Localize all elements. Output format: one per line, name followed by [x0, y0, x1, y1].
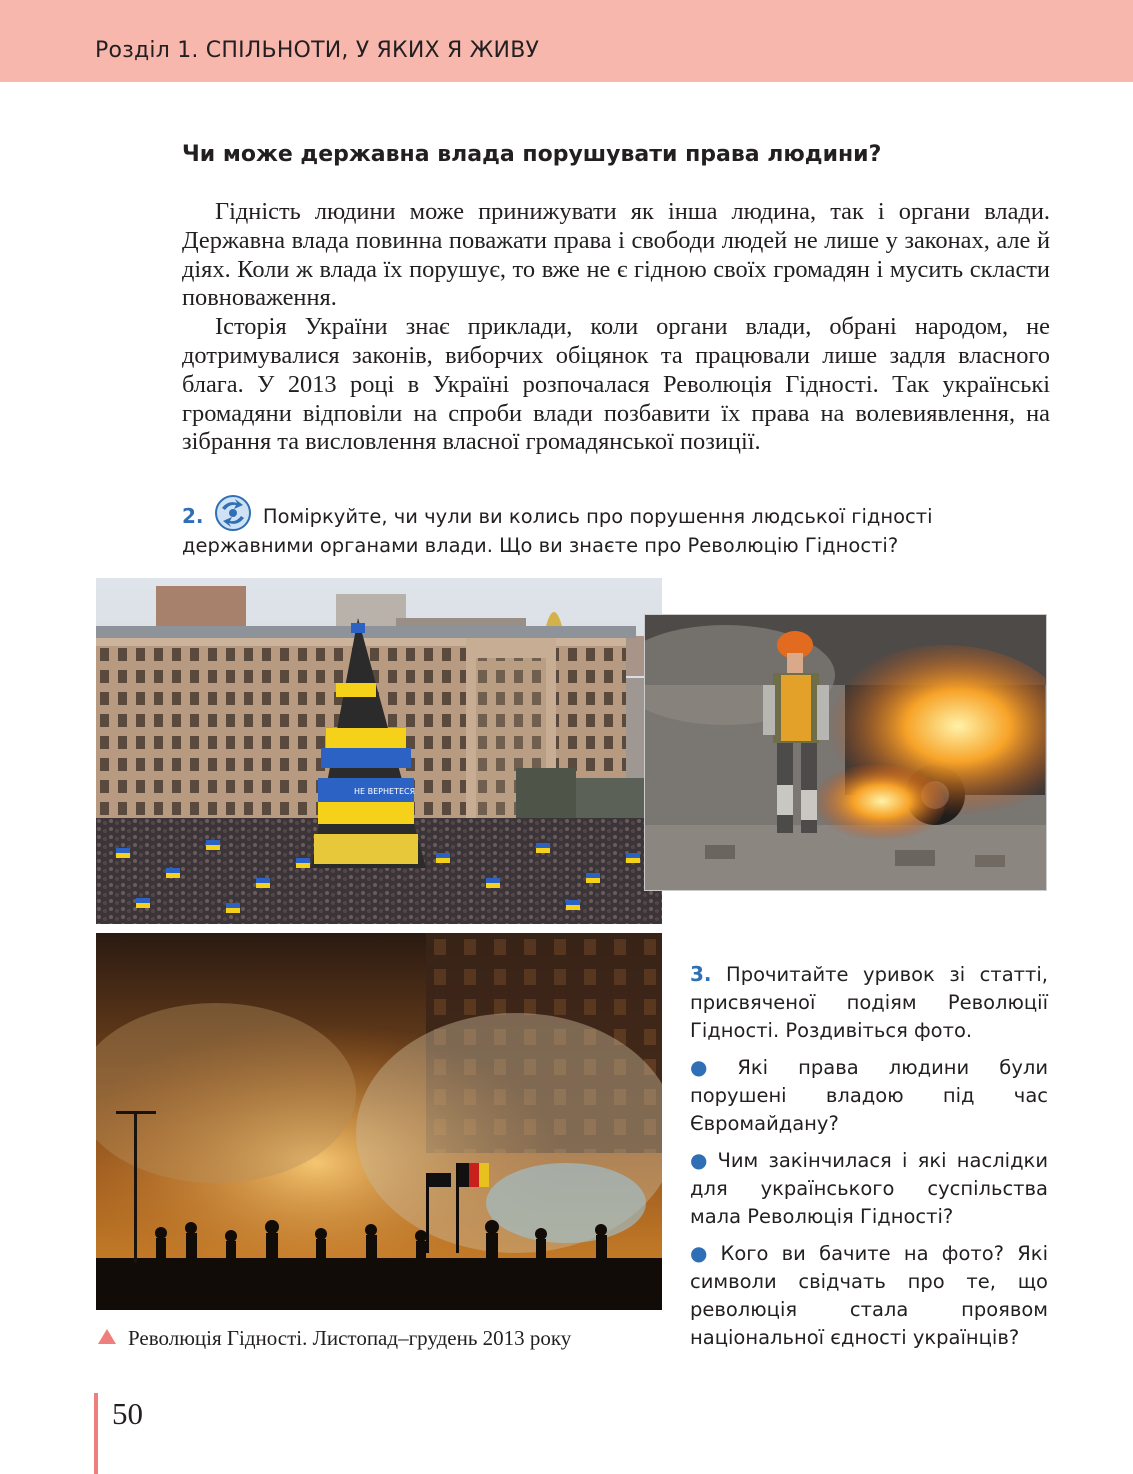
- task-3-intro: [690, 960, 1048, 1045]
- night-protest-photo: [96, 933, 662, 1310]
- page-number: 50: [112, 1396, 143, 1431]
- task-3-intro-text: Прочитайте уривок зі статті, присвяченої подіям Революції Гідності. Роздивіться фото.: [690, 963, 1048, 1042]
- caption-text: Революція Гідності. Листопад–грудень 2013 року: [128, 1326, 572, 1350]
- paragraph: Гідність людини може принижувати як інша людина, так і органи влади. Державна влада повинна поважати права і свободи людей не лише у законах, але й діях. Коли ж влада їх порушує, то вже не є гідною своїх громадян і мусить скласти повноваження.: [182, 198, 1050, 312]
- question-item: [690, 1239, 1048, 1352]
- task-2: [182, 494, 982, 560]
- maidan-sign-text: НЕ ВЕРНЕТЕСЯ: [354, 787, 416, 796]
- section-title: Чи може державна влада порушувати права людини?: [182, 142, 882, 167]
- question-item: [690, 1053, 1048, 1138]
- task-number: 2.: [182, 504, 204, 528]
- question-text: Кого ви бачите на фото? Які символи свідчать про те, що революція стала проявом національної єдності українців?: [690, 1242, 1049, 1349]
- discuss-icon: [210, 494, 254, 532]
- bullet-icon: ●: [690, 1241, 715, 1265]
- maidan-crowd-photo: [96, 578, 662, 924]
- question-text: Які права людини були порушені владою під час Євромайдану?: [690, 1056, 1048, 1135]
- photo-caption: [98, 1326, 571, 1351]
- page-number-rule: [94, 1393, 98, 1474]
- paragraph: Історія України знає приклади, коли органи влади, обрані народом, не дотримувалися законів, виборчих обіцянок та працювали лише задля власного блага. У 2013 році в Україні розпочалася Революція Гідності. Так українські громадяни відповіли на спроби влади позбавити їх права на волевиявлення, на зібрання та висловлення власної громадянської позиції.: [182, 313, 1050, 456]
- body-text: [182, 198, 1050, 457]
- chapter-header: Розділ 1. СПІЛЬНОТИ, У ЯКИХ Я ЖИВУ: [95, 38, 540, 63]
- task-3: [690, 960, 1048, 1360]
- question-item: [690, 1146, 1048, 1231]
- task-2-text: Поміркуйте, чи чули ви колись про порушення людської гідності державними органами влади. Що ви знаєте про Революцію Гідності?: [182, 505, 933, 557]
- bullet-icon: ●: [690, 1055, 732, 1079]
- burning-barricade-photo: [644, 614, 1047, 891]
- question-text: Чим закінчилася і які наслідки для українського суспільства мала Революція Гідності?: [690, 1149, 1049, 1228]
- bullet-icon: ●: [690, 1148, 712, 1172]
- task-number: 3.: [690, 962, 712, 986]
- caption-marker-icon: [98, 1329, 116, 1344]
